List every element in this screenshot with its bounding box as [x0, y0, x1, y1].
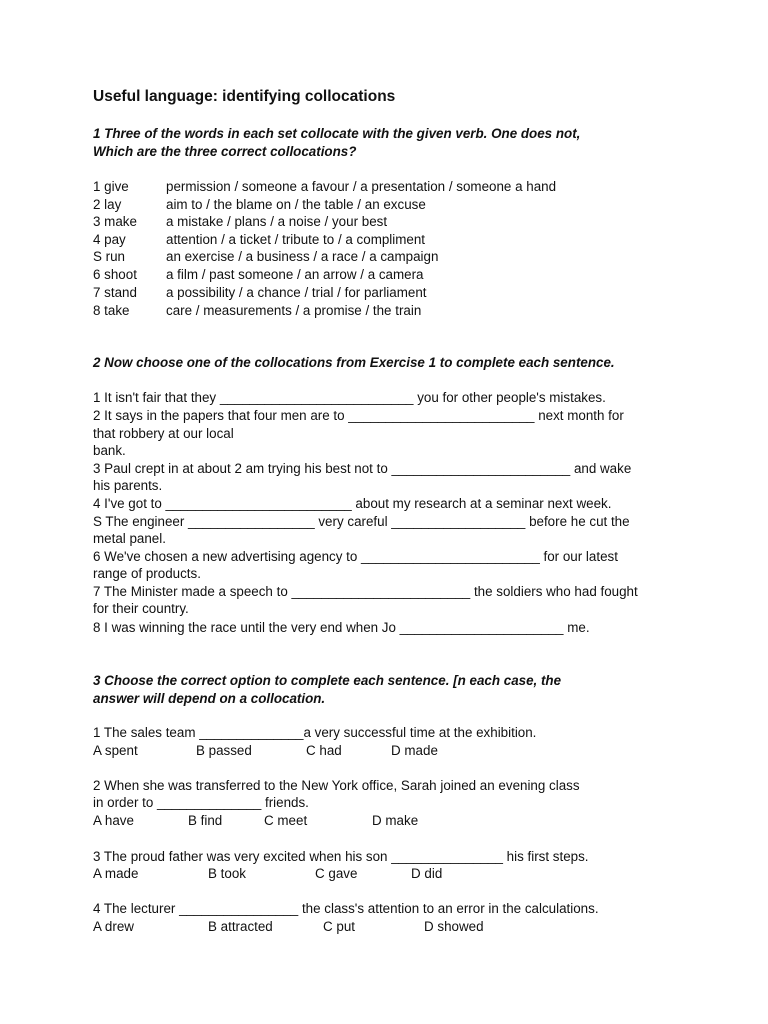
sentence-line: 7 The Minister made a speech to ________________________ the soldiers who had fought — [93, 584, 638, 599]
verb-label: 2 lay — [93, 196, 122, 212]
answer-option: D showed — [424, 919, 484, 934]
answer-option: C meet — [264, 813, 308, 828]
sentence-line: his parents. — [93, 478, 163, 493]
verb-label: 8 take — [93, 302, 130, 318]
question-line: 2 When she was transferred to the New York office, Sarah joined an evening class — [93, 778, 580, 793]
sentence-line: 4 I've got to _________________________ about my research at a seminar next week. — [93, 496, 612, 511]
answer-option: B attracted — [208, 919, 273, 934]
page-title: Useful language: identifying collocations — [93, 88, 396, 105]
sentence-line: that robbery at our local — [93, 426, 234, 441]
answer-option: A have — [93, 813, 134, 828]
answer-option: C gave — [315, 866, 358, 881]
collocation-options: care / measurements / a promise / the train — [166, 302, 422, 318]
collocation-options: permission / someone a favour / a presentation / someone a hand — [166, 179, 557, 194]
collocation-options: a mistake / plans / a noise / your best — [166, 214, 388, 229]
exercise-3-instruction-line: answer will depend on a collocation. — [93, 690, 326, 706]
verb-label: 6 shoot — [93, 266, 137, 282]
answer-option: B passed — [196, 743, 252, 758]
exercise-3-instruction-line: 3 Choose the correct option to complete each sentence. [n each case, the — [93, 673, 562, 688]
answer-option: B took — [208, 866, 246, 881]
sentence-line: 3 Paul crept in at about 2 am trying his best not to ________________________ and wake — [93, 461, 632, 476]
exercise-1-instruction-line: Which are the three correct collocations? — [93, 143, 357, 159]
exercise-2-instruction: 2 Now choose one of the collocations from Exercise 1 to complete each sentence. — [93, 355, 615, 370]
sentence-line: 6 We've chosen a new advertising agency to ________________________ for our latest — [93, 549, 618, 564]
sentence-line: metal panel. — [93, 531, 166, 546]
verb-label: 3 make — [93, 214, 137, 229]
answer-option: A spent — [93, 743, 138, 758]
answer-option: D make — [372, 813, 419, 828]
question-line: 3 The proud father was very excited when his son _______________ his first steps. — [93, 849, 589, 864]
answer-option: A drew — [93, 919, 134, 934]
sentence-line: 2 It says in the papers that four men are to _________________________ next month for — [93, 408, 624, 423]
answer-option: C had — [306, 743, 342, 758]
verb-label: 7 stand — [93, 284, 137, 300]
verb-label: 4 pay — [93, 231, 126, 247]
answer-option: D made — [391, 743, 438, 758]
question-line: 4 The lecturer ________________ the class's attention to an error in the calculations. — [93, 901, 599, 916]
sentence-line: S The engineer _________________ very careful __________________ before he cut the — [93, 514, 630, 529]
verb-label: S run — [93, 249, 126, 264]
exercise-1-instruction — [93, 125, 580, 160]
collocation-options: a possibility / a chance / trial / for parliament — [166, 284, 427, 300]
answer-option: D did — [411, 866, 443, 881]
collocation-options: aim to / the blame on / the table / an excuse — [166, 196, 426, 212]
sentence-line: 1 It isn't fair that they __________________________ you for other people's mistakes. — [93, 390, 606, 405]
verb-label: 1 give — [93, 179, 129, 194]
collocation-options: a film / past someone / an arrow / a camera — [166, 266, 424, 282]
question-line: 1 The sales team ______________a very successful time at the exhibition. — [93, 725, 537, 740]
question-line: in order to ______________ friends. — [93, 795, 309, 810]
exercise-1-instruction-line: 1 Three of the words in each set collocate with the given verb. One does not, — [93, 126, 581, 141]
collocation-options: an exercise / a business / a race / a campaign — [166, 249, 439, 264]
sentence-line: bank. — [93, 443, 126, 458]
exercise-3-instruction — [93, 672, 561, 707]
collocation-options: attention / a ticket / tribute to / a compliment — [166, 231, 426, 247]
sentence-line: 8 I was winning the race until the very end when Jo ______________________ me. — [93, 620, 590, 635]
answer-option: B find — [188, 813, 223, 828]
sentence-line: range of products. — [93, 566, 201, 581]
answer-option: A made — [93, 866, 139, 881]
answer-option: C put — [323, 919, 356, 934]
sentence-line: for their country. — [93, 601, 189, 616]
